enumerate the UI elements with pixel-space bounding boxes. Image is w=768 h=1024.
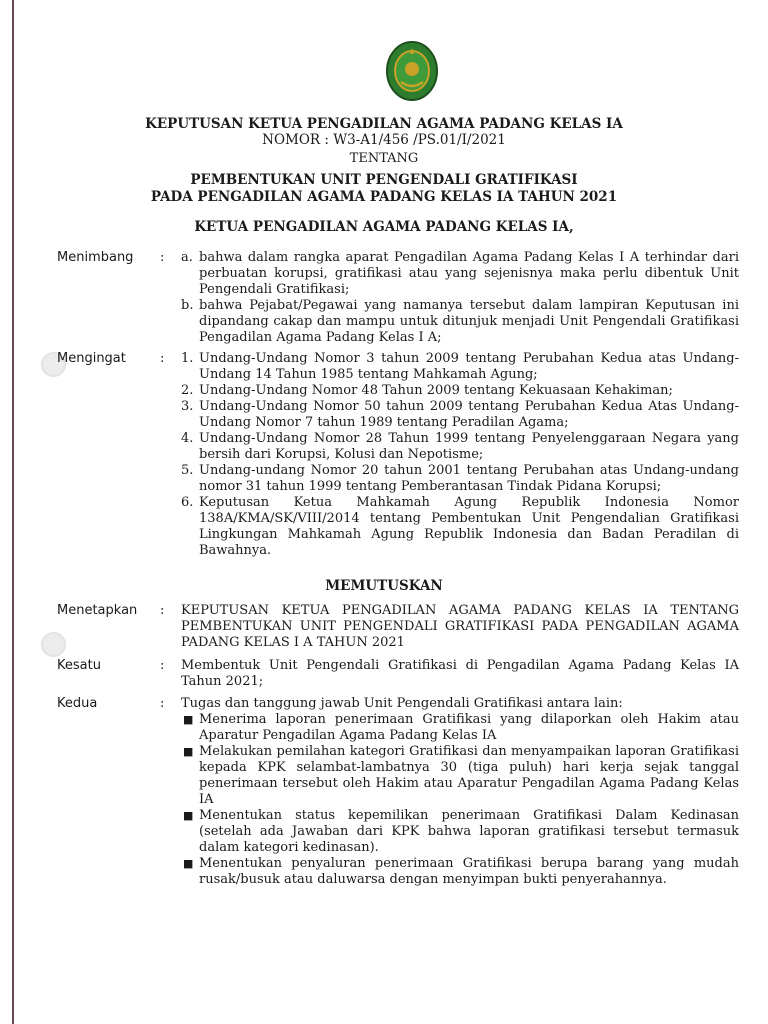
kedua-label: Kedua [57, 696, 98, 711]
list-item: b. bahwa Pejabat/Pegawai yang namanya tersebut dalam lampiran Keputusan ini dipandang cakap dan mampu untuk ditunjuk menjadi Unit Pengendali Gratifikasi Pengadilan Agama Padang Kelas I A; [181, 298, 739, 345]
colon: : [160, 603, 165, 618]
list-item: 6. Keputusan Ketua Mahkamah Agung Republik Indonesia Nomor 138A/KMA/SK/VIII/2014 tentang Pembentukan Unit Pengendalian Gratifikasi Lingkungan Mahkamah Agung Republik Indonesia dan Badan Peradilan di Bawahnya. [181, 495, 739, 558]
court-emblem-logo [385, 40, 439, 102]
document-number: NOMOR : W3-A1/456 /PS.01/I/2021 [262, 132, 506, 148]
menimbang-label: Menimbang [57, 250, 134, 265]
colon: : [160, 250, 165, 265]
kedua-section [181, 696, 739, 888]
colon: : [160, 351, 165, 366]
subject-line-1: PEMBENTUKAN UNIT PENGENDALI GRATIFIKASI [190, 172, 578, 188]
list-item: a. bahwa dalam rangka aparat Pengadilan Agama Padang Kelas I A terhindar dari perbuatan korupsi, gratifikasi atau yang sejenisnya maka perlu dibentuk Unit Pengendali Gratifikasi; [181, 250, 739, 297]
mengingat-label: Mengingat [57, 351, 126, 366]
list-item: ■ Menentukan status kepemilikan penerimaan Gratifikasi Dalam Kedinasan (setelah ada Jawaban dari KPK bahwa laporan gratifikasi tersebut termasuk dalam kategori kedinasan). [183, 808, 739, 855]
memutuskan-heading: MEMUTUSKAN [325, 578, 443, 594]
mengingat-list [181, 351, 739, 559]
punch-hole [41, 632, 66, 657]
kesatu-text: Membentuk Unit Pengendali Gratifikasi di Pengadilan Agama Padang Kelas IA Tahun 2021; [181, 658, 739, 689]
list-item: 4. Undang-Undang Nomor 28 Tahun 1999 tentang Penyelenggaraan Negara yang bersih dari Korupsi, Kolusi dan Nepotisme; [181, 431, 739, 462]
colon: : [160, 658, 165, 673]
subject-line-2: PADA PENGADILAN AGAMA PADANG KELAS IA TAHUN 2021 [150, 189, 618, 205]
colon: : [160, 696, 165, 711]
list-item: ■ Menentukan penyaluran penerimaan Gratifikasi berupa barang yang mudah rusak/busuk atau daluwarsa dengan menyimpan bukti penyerahannya. [183, 856, 739, 887]
list-item: 2. Undang-Undang Nomor 48 Tahun 2009 tentang Kekuasaan Kehakiman; [181, 383, 673, 398]
list-item: 1. Undang-Undang Nomor 3 tahun 2009 tentang Perubahan Kedua atas Undang-Undang 14 Tahun 1985 tentang Mahkamah Agung; [181, 351, 739, 382]
list-item: ■ Menerima laporan penerimaan Gratifikasi yang dilaporkan oleh Hakim atau Aparatur Pengadilan Agama Padang Kelas IA [183, 712, 739, 743]
kedua-intro: Tugas dan tanggung jawab Unit Pengendali Gratifikasi antara lain: [181, 696, 623, 711]
document-title: KEPUTUSAN KETUA PENGADILAN AGAMA PADANG KELAS IA [145, 116, 623, 132]
menetapkan-label: Menetapkan [57, 603, 138, 618]
kesatu-label: Kesatu [57, 658, 101, 673]
list-item: 3. Undang-Undang Nomor 50 tahun 2009 tentang Perubahan Kedua Atas Undang-Undang Nomor 7 tahun 1989 tentang Peradilan Agama; [181, 399, 739, 430]
menimbang-list [181, 250, 739, 346]
issuer-heading: KETUA PENGADILAN AGAMA PADANG KELAS IA, [194, 219, 574, 235]
list-item: 5. Undang-undang Nomor 20 tahun 2001 tentang Perubahan atas Undang-undang nomor 31 tahun 1999 tentang Pemberantasan Tindak Pidana Korupsi; [181, 463, 739, 494]
list-item: ■ Melakukan pemilahan kategori Gratifikasi dan menyampaikan laporan Gratifikasi kepada KPK selambat-lambatnya 30 (tiga puluh) hari kerja sejak tanggal penerimaan tersebut oleh Hakim atau Aparatur Pengadilan Agama Padang Kelas IA [183, 744, 739, 807]
tentang-heading: TENTANG [349, 151, 419, 166]
menetapkan-text: KEPUTUSAN KETUA PENGADILAN AGAMA PADANG KELAS IA TENTANG PEMBENTUKAN UNIT PENGENDALI GRATIFIKASI PADA PENGADILAN AGAMA PADANG KELAS I A TAHUN 2021 [181, 603, 739, 650]
